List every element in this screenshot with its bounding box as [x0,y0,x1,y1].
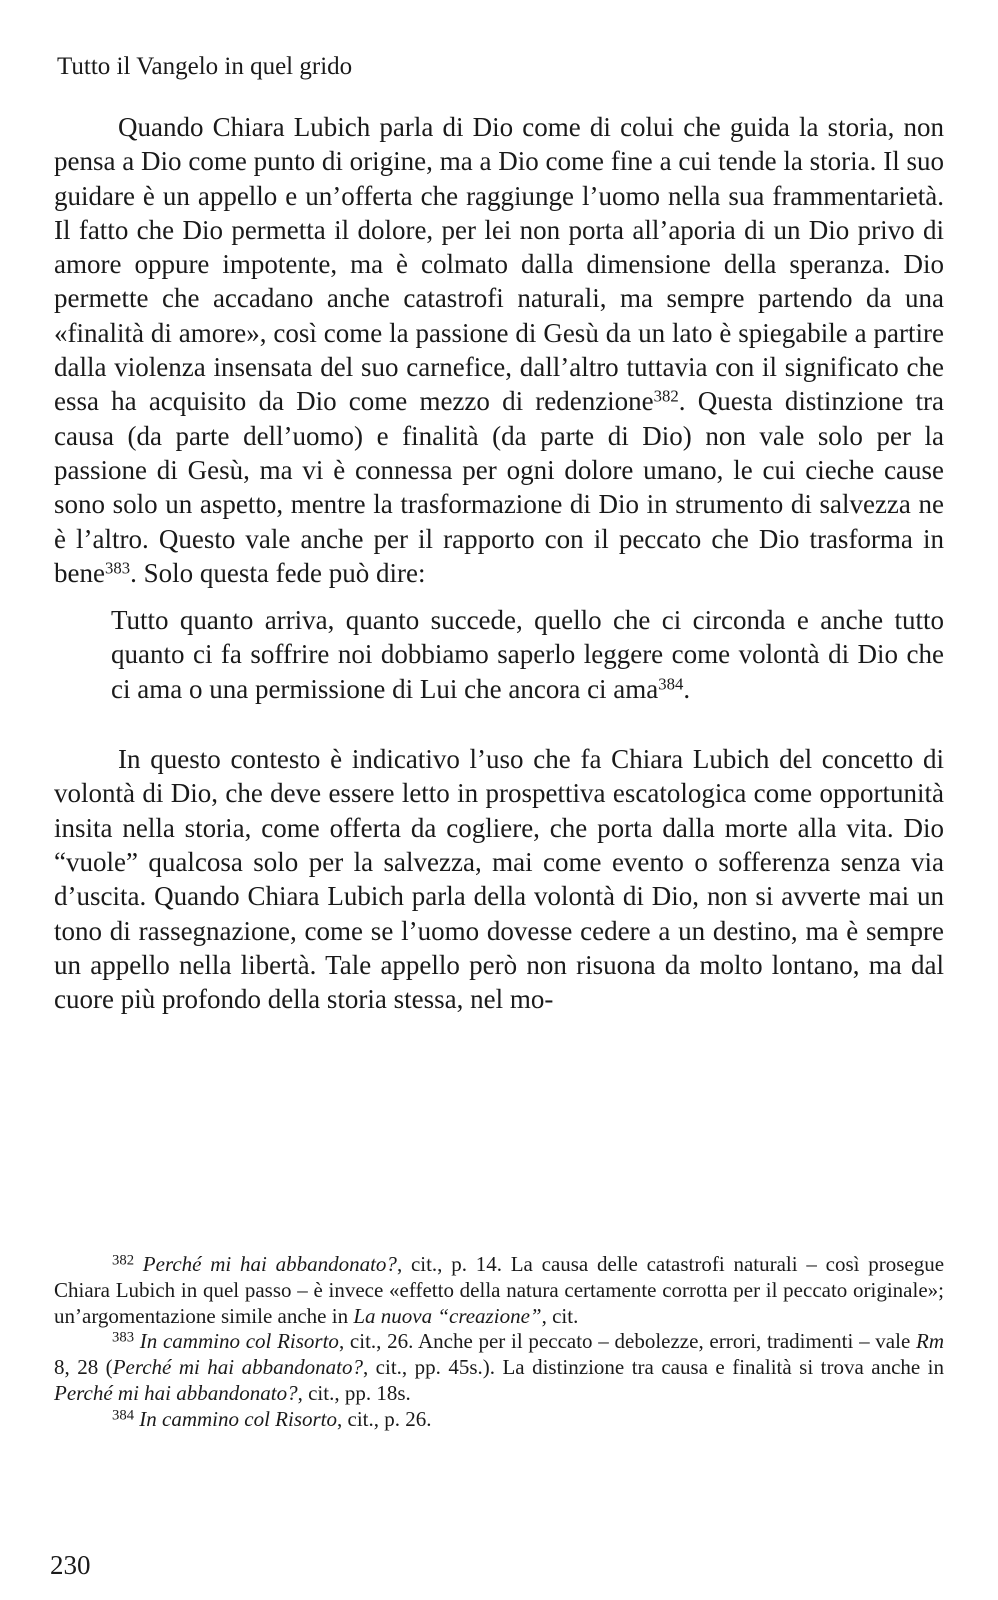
footnote-number: 382 [112,1252,135,1269]
body-text [54,110,944,1016]
cited-title: Perché mi hai abbandonato? [142,1252,397,1276]
paragraph-1-part-b: . Questa distinzione tra causa (da parte dell’uomo) e finalità (da parte di Dio) non vale solo per la passione di Gesù, ma vi è connessa per ogni dolore umano, le cui cieche cause sono solo un aspetto, mentre la trasformazione di Dio in strumento di salvezza ne è l’altro. Questo vale anche per il rapporto con il peccato che Dio trasforma in bene [54,386,944,588]
cited-title: La nuova “creazione” [353,1303,542,1328]
footnote-text: , cit., p. 14. La causa delle catastrofi naturali – così prosegue Chiara Lubich in quel passo – è invece «effetto della natura certamente corrotta per il peccato originale»; un’argomentazione simile anche in [54,1252,945,1328]
footnote-ref-382: 382 [653,387,679,407]
footnote-ref-383: 383 [104,558,131,578]
quote-end: . [683,673,691,704]
block-quote [111,603,944,706]
footnote-number: 383 [112,1329,135,1346]
footnote-383 [54,1329,944,1406]
footnote-text: , cit., pp. 18s. [297,1380,411,1405]
footnote-text: , cit., 26. Anche per il peccato – debolezze, errori, tradimenti – vale [338,1329,916,1354]
footnote-number: 384 [112,1407,135,1424]
footnote-text: , cit. [541,1303,579,1328]
cited-title: In cammino col Risorto [139,1329,339,1354]
cited-title: In cammino col Risorto [139,1406,338,1431]
paragraph-1 [54,110,944,590]
quote-text: Tutto quanto arriva, quanto succede, quello che ci circonda e anche tutto quanto ci fa soffrire noi dobbiamo saperlo leggere come volontà di Dio che ci ama o una permissione di Lui che ancora ci ama [111,605,944,704]
page-number: 230 [50,1550,91,1580]
paragraph-2: In questo contesto è indicativo l’uso che fa Chiara Lubich del concetto di volontà di Dio, che deve essere letto in prospettiva escatologica come opportunità insita nella storia, come offerta da cogliere, che porta dalla morte alla vita. Dio “vuole” qualcosa solo per la salvezza, mai come evento o sofferenza senza via d’uscita. Quando Chiara Lubich parla della volontà di Dio, non si avverte mai un tono di rassegnazione, come se l’uomo dovesse cedere a un destino, ma è sempre un appello nella libertà. Tale appello però non risuona da molto lontano, ma dal cuore più profondo della storia stessa, nel mo- [54,744,944,1015]
footnote-ref-384: 384 [658,674,684,694]
footnotes [54,1252,944,1433]
paragraph-1-part-a: Quando Chiara Lubich parla di Dio come di colui che guida la storia, non pensa a Dio come punto di origine, ma a Dio come fine a cui tende la storia. Il suo guidare è un appello e un’offerta che raggiunge l’uomo nella sua frammentarietà. Il fatto che Dio permetta il dolore, per lei non porta all’aporia di un Dio privo di amore oppure impotente, ma è colmato dalla dimensione della speranza. Dio permette che accadano anche catastrofi naturali, ma sempre partendo da una «finalità di amore», così come la passione di Gesù da un lato è spiegabile a partire dalla violenza insensata del suo carnefice, dall’altro tuttavia con il significato che essa ha acquisito da Dio come mezzo di redenzione [54,112,944,417]
running-head: Tutto il Vangelo in quel grido [57,53,353,80]
cited-book: Rm [916,1329,944,1354]
footnote-text: , cit., pp. 45s.). La distinzione tra causa e finalità si trova anche in [362,1355,945,1380]
footnote-384 [54,1407,944,1433]
cited-title: Perché mi hai abbandonato? [54,1380,298,1405]
cited-title: Perché mi hai abbandonato? [112,1355,363,1380]
footnote-text: , cit., p. 26. [337,1406,432,1431]
footnote-382 [54,1252,944,1329]
paragraph-1-part-c: . Solo questa fede può dire: [130,557,426,588]
footnote-text: 8, 28 ( [54,1355,113,1380]
